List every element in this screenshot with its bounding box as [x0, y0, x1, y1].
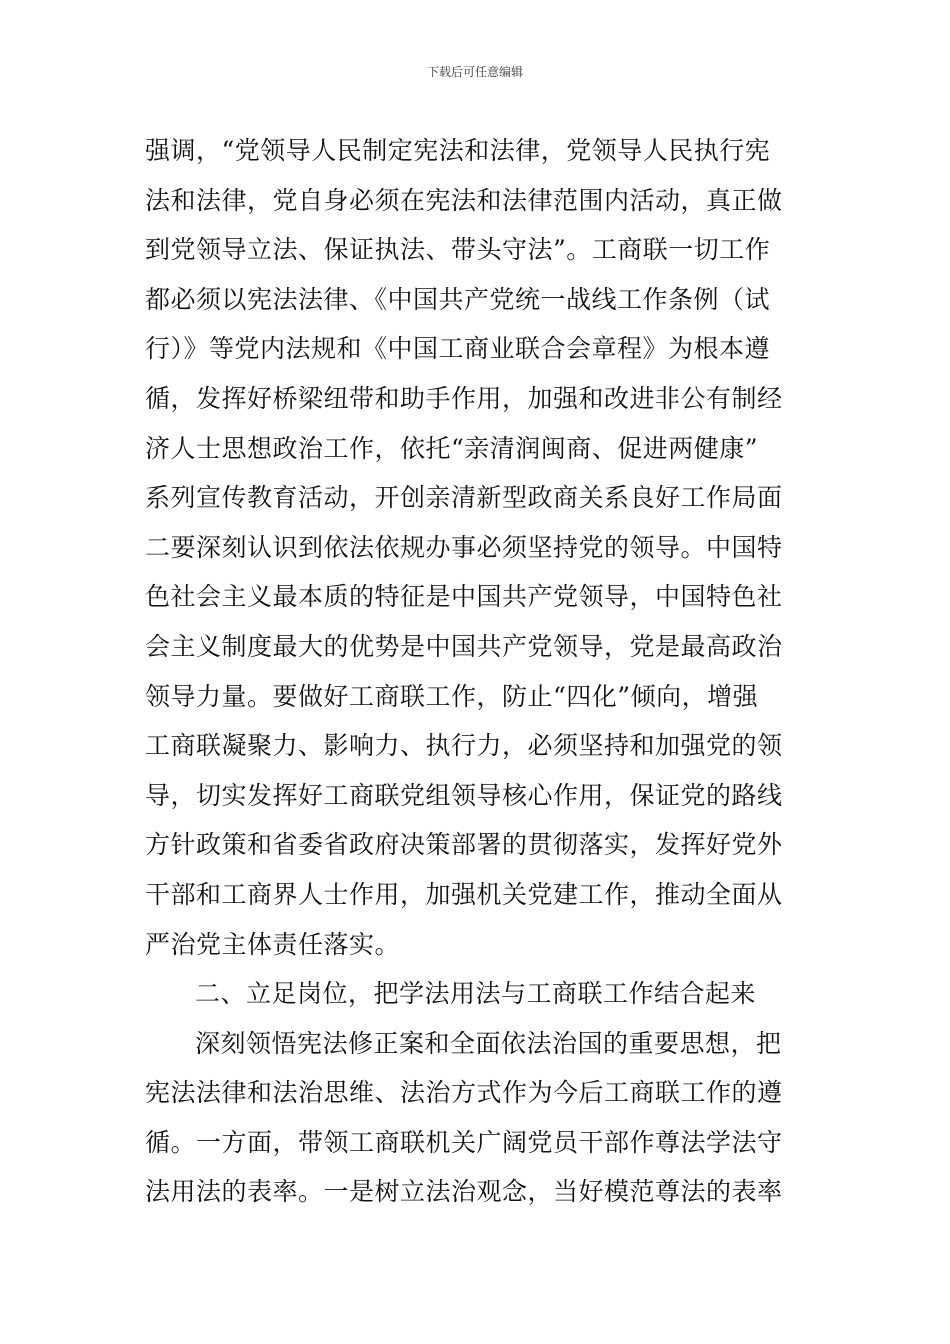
text-line-16: 干部和工商界人士作用，加强机关党建工作，推动全面从: [145, 879, 783, 909]
text-line-20: 宪法法律和法治思维、法治方式作为今后工商联工作的遵: [145, 1078, 783, 1108]
text-line-8: 系列宣传教育活动，开创亲清新型政商关系良好工作局面: [145, 483, 783, 513]
text-line-9: 二要深刻认识到依法依规办事必须坚持党的领导。中国特: [145, 532, 783, 562]
text-line-6: 循，发挥好桥梁纽带和助手作用，加强和改进非公有制经: [145, 383, 783, 413]
text-line-10: 色社会主义最本质的特征是中国共产党领导，中国特色社: [145, 582, 783, 612]
text-line-14: 导，切实发挥好工商联党组领导核心作用，保证党的路线: [145, 780, 783, 810]
document-body: [145, 126, 807, 1217]
text-line-17: 严治党主体责任落实。: [145, 929, 401, 959]
text-line-15: 方针政策和省委省政府决策部署的贯彻落实，发挥好党外: [145, 830, 783, 860]
text-line-12: 领导力量。要做好工商联工作，防止“四化”倾向，增强: [145, 681, 759, 711]
text-line-1: 强调，“党领导人民制定宪法和法律，党领导人民执行宪: [145, 136, 771, 165]
text-line-3: 到党领导立法、保证执法、带头守法”。工商联一切工作: [145, 235, 771, 265]
text-line-13: 工商联凝聚力、影响力、执行力，必须坚持和加强党的领: [145, 731, 783, 761]
section-heading: 二、立足岗位，把学法用法与工商联工作结合起来: [195, 979, 757, 1009]
text-line-11: 会主义制度最大的优势是中国共产党领导，党是最高政治: [145, 631, 783, 661]
text-line-4: 都必须以宪法法律、《中国共产党统一战线工作条例（试: [145, 284, 771, 314]
text-line-21: 循。一方面，带领工商联机关广阔党员干部作尊法学法守: [145, 1127, 783, 1157]
text-line-5: 行）》等党内法规和《中国工商业联合会章程》为根本遵: [145, 334, 771, 364]
text-line-7: 济人士思想政治工作，依托“亲清润闽商、促进两健康”: [145, 433, 759, 463]
page-header: 下载后可任意编辑: [426, 65, 523, 79]
text-line-2: 法和法律，党自身必须在宪法和法律范围内活动，真正做: [145, 185, 783, 215]
text-line-19: 深刻领悟宪法修正案和全面依法治国的重要思想，把: [195, 1028, 782, 1058]
text-line-22: 法用法的表率。一是树立法治观念，当好模范尊法的表率: [145, 1177, 783, 1207]
